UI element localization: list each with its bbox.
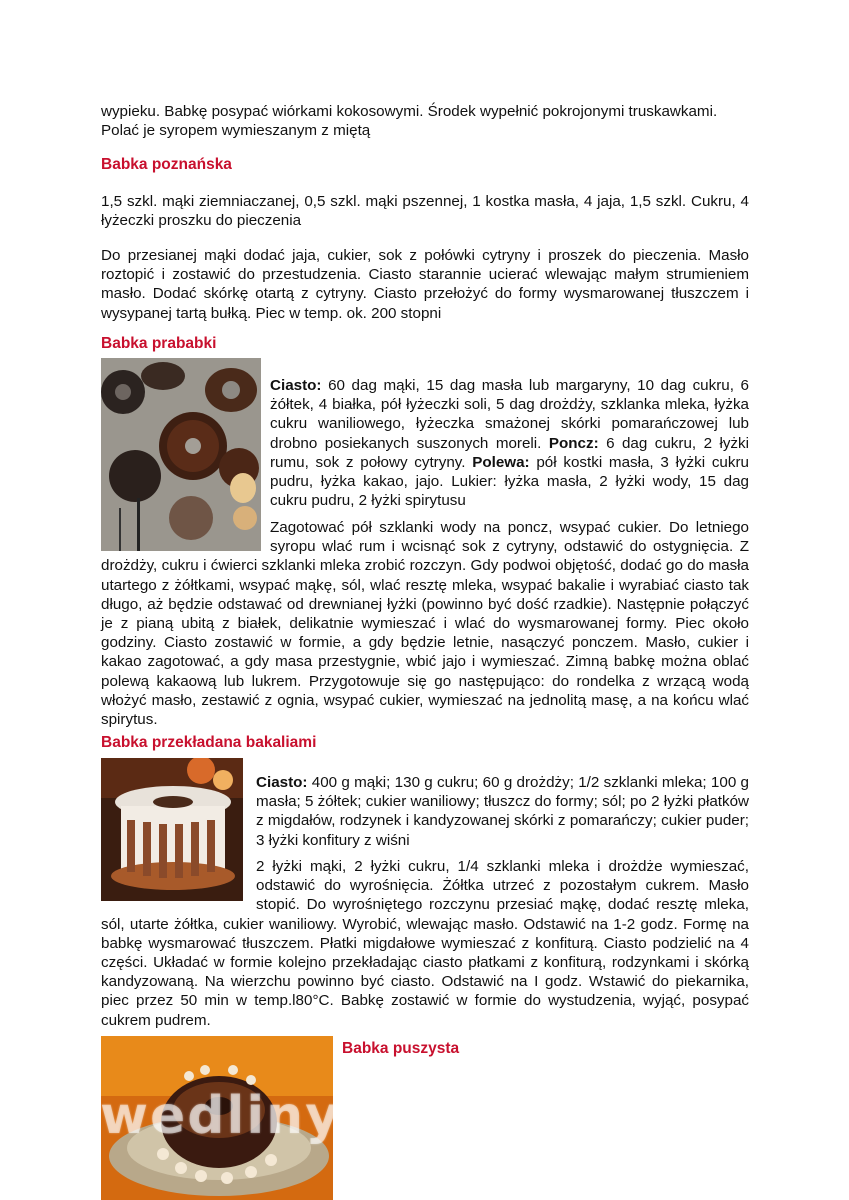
intro-line-2: Polać je syropem wymieszanym z miętą: [101, 122, 371, 140]
prababki-method-text: Zagotować pół szklanki wody na poncz, wsypać cukier. Do letniego syropu wlać rum i wcisnąć sok z cytryny, odstawić do ostygnięcia. Z drożdży, cukru i ćwierci szklanki mleka zrobić rozczyn. Gdy podwoi objętość, dodać go do masła utartego z żółtkami, wsypać mąkę, sól, wlać resztę mleka, wsypać bakalie i wyrabiać ciasto tak długo, aż będzie odstawać od drewnianej łyżki (powinno być dość rzadkie). Następnie połączyć je z pianą ubitą z białek, delikatnie wymieszać i wlać do wysmarowanej formy. Piec około godziny. Ciasto zostawić w formie, a gdy będzie letnie, nasączyć ponczem. Masło, cukier i kakao zagotować, a gdy masa przestygnie, wbić jajo i wymieszać. Zimną babkę można oblać polewą kakaową lub lukrem. Przygotowuje się go następująco: do rondelka z wrzącą wodą włożyć masło, zestawić z ognia, wsypać cukier, wymieszać na jednolitą masę, a na końcu wlać spirytus.: [101, 519, 749, 729]
intro-paragraph: [101, 102, 749, 140]
prababki-poncz-text: 6 dag cukru, 2 łyżki rumu, sok z połowy cytryny.: [270, 434, 749, 471]
prababki-ciasto-text: 60 dag mąki, 15 dag masła lub margaryny, 10 dag cukru, 6 żółtek, 4 białka, pół łyżeczki soli, 5 dag drożdży, szklanka mleka, łyżka cukru waniliowego, łyżeczka smażonej skórki pomarańczowej lub drobno posiekanych suszonych moreli.: [270, 377, 749, 452]
heading-babka-poznanska: Babka poznańska: [101, 156, 232, 173]
float-spacer-1: [101, 518, 270, 554]
bakalie-method: [101, 857, 749, 1030]
heading-babka-bakaliami: Babka przekładana bakaliami: [101, 734, 317, 751]
watermark: wedlinydomowe.pl: [100, 1086, 681, 1146]
heading-babka-prababki: Babka prababki: [101, 335, 217, 352]
prababki-ingredients: [270, 376, 749, 510]
prababki-method: [101, 518, 749, 729]
bakalie-ciasto-text: 400 g mąki; 130 g cukru; 60 g drożdży; 1/2 szklanki mleka; 100 g masła; 5 żółtek; cukier waniliowy; tłuszcz do formy; sól; po 2 łyżki płatków z migdałów, rodzynek i kandyzowanej skórki z pomarańczy; cukier puder; 3 łyżki konfitury z wiśni: [256, 774, 749, 849]
poznanska-method: Do przesianej mąki dodać jaja, cukier, sok z połówki cytryny i proszek do pieczenia. Masło roztopić i zostawić do przestudzenia. Ciasto starannie ucierać wlewając małym strumieniem masło. Dodać skórkę otartą z cytryny. Ciasto przełożyć do formy wysmarowanej tłuszczem i wysypanej tartą bułką. Piec w temp. ok. 200 stopni: [101, 247, 749, 322]
intro-line-1: wypieku. Babkę posypać wiórkami kokosowymi. Środek wypełnić pokrojonymi truskawkami.: [101, 103, 718, 120]
prababki-polewa-text: pół kostki masła, 3 łyżki cukru pudru, łyżka kakao, jajo. Lukier: łyżka masła, 2 łyżki wody, 15 dag cukru pudru, 2 łyżki spirytusu: [270, 453, 749, 510]
prababki-poncz-label: Poncz:: [548, 434, 599, 452]
prababki-polewa-label: Polewa:: [472, 453, 530, 471]
bakalie-method-text: 2 łyżki mąki, 2 łyżki cukru, 1/4 szklanki mleka i drożdże wymieszać, odstawić do wyrośnięcia. Żółtka utrzeć z pozostałym cukrem. Masło stopić. Do wyrośniętego rozczynu przesiać mąkę, dodać resztę mleka, sól, utarte żółtka, cukier waniliowy. Wyrobić, wlewając masło. Odstawić na 1-2 godz. Formę na babkę wysmarować tłuszczem. Płatki migdałowe wymieszać z konfiturą. Ciasto podzielić na 4 części. Układać w formie kolejno przekładając ciasto płatkami z konfiturą, rodzynkami i skórką kandyzowaną. Na wierzchu powinno być ciasto. Odstawić na I godz. Wstawić do piekarnika, piec przez 50 min w temp.l80°C. Babkę zostawić w formie do wystudzenia, wyjąć, posypać cukrem pudrem.: [101, 858, 749, 1029]
bakalie-ciasto-label: Ciasto:: [256, 774, 308, 791]
poznanska-ingredients: 1,5 szkl. mąki ziemniaczanej, 0,5 szkl. mąki pszennej, 1 kostka masła, 4 jaja, 1,5 szkl. Cukru, 4 łyżeczki proszku do pieczenia: [101, 193, 749, 230]
bakalie-ingredients: [256, 773, 749, 850]
float-spacer-2: [101, 857, 256, 912]
prababki-ciasto-label: Ciasto:: [270, 377, 322, 394]
heading-babka-puszysta: Babka puszysta: [342, 1040, 460, 1057]
